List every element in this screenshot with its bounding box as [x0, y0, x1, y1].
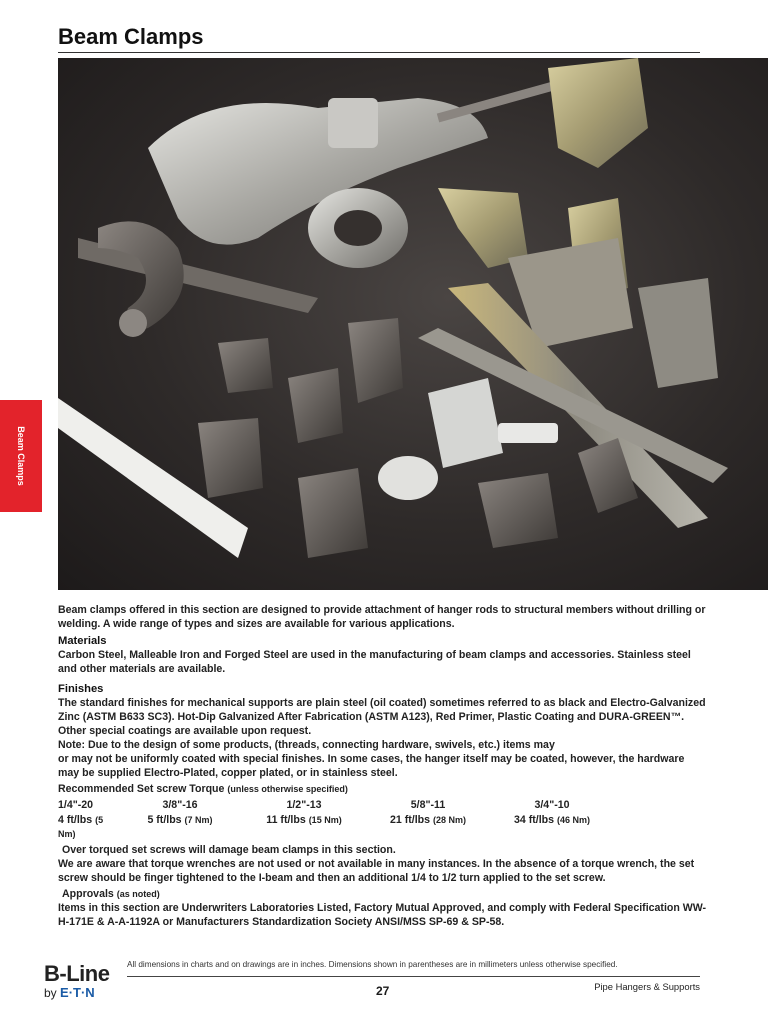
torque-metric: (46 Nm)	[556, 815, 590, 825]
torque-warning: Over torqued set screws will damage beam clamps in this section.	[62, 844, 396, 856]
approvals-heading: Approvals	[62, 888, 114, 900]
logo-brand: E·T·N	[60, 985, 95, 1000]
approvals-heading-note: (as noted)	[116, 889, 160, 899]
torque-metric: (15 Nm)	[308, 815, 342, 825]
galv-clamp-shape	[548, 58, 648, 168]
beam-clamps-photo	[58, 58, 768, 590]
body-content	[58, 603, 708, 929]
footer-dimensions-note: All dimensions in charts and on drawings are in inches. Dimensions shown in parentheses are in millimeters unless otherwise specified.	[127, 960, 618, 969]
torque-heading: Recommended Set screw Torque	[58, 783, 225, 795]
bline-eaton-logo	[44, 961, 109, 1000]
intro-paragraph: Beam clamps offered in this section are designed to provide attachment of hanger rods to structural members without drilling or welding. A wide range of types and sizes are available for various applications.	[58, 604, 706, 630]
torque-item	[242, 798, 366, 841]
finishes-paragraph-3: or may not be uniformly coated with special finishes. In some cases, the hanger itself may be coated, however, the hardware may be supplied Electro-Plated, copper plated, or in stainless steel.	[58, 753, 685, 779]
torque-heading-note: (unless otherwise specified)	[227, 784, 348, 794]
torque-size: 3/4"-10	[534, 799, 570, 811]
page-number: 27	[376, 984, 390, 998]
torque-value: 11 ft/lbs	[266, 814, 306, 826]
torque-size: 5/8"-11	[410, 799, 446, 811]
torque-value: 4 ft/lbs	[58, 814, 93, 826]
section-side-tab	[0, 400, 42, 512]
torque-instructions: We are aware that torque wrenches are not used or not available in many instances. In the absence of a torque wrench, the set screw should be finger tightened to the I-beam and then an additional 1/4 to 1/2 turn applied to the set screw.	[58, 858, 695, 884]
torque-value: 5 ft/lbs	[147, 814, 182, 826]
finishes-paragraph-1: The standard finishes for mechanical supports are plain steel (oil coated) sometimes referred to as black and Electro-Galvanized Zinc (ASTM B633 SC3). Hot-Dip Galvanized After Fabrication (ASTM A123), Red Primer, Plastic Coating and DURA-GREEN™. Other special coatings are available upon request.	[58, 697, 706, 737]
finishes-heading: Finishes	[58, 683, 104, 695]
torque-metric: (28 Nm)	[432, 815, 466, 825]
torque-size: 1/4"-20	[58, 799, 94, 811]
materials-paragraph: Carbon Steel, Malleable Iron and Forged Steel are used in the manufacturing of beam clamps and accessories. Stainless steel and other materials are available.	[58, 649, 691, 675]
torque-heading-line	[58, 782, 708, 796]
torque-item	[58, 798, 118, 841]
torque-metric: (7 Nm)	[184, 815, 213, 825]
logo-text: B-Line	[44, 961, 110, 986]
torque-table	[58, 798, 708, 841]
logo-by: by	[44, 986, 57, 1000]
materials-heading: Materials	[58, 635, 107, 647]
beam-clamps-illustration	[58, 58, 768, 590]
footer-divider	[127, 976, 700, 977]
torque-size: 3/8"-16	[162, 799, 198, 811]
torque-item	[366, 798, 490, 841]
page-title: Beam Clamps	[58, 24, 204, 49]
torque-metric: (5 Nm)	[58, 815, 104, 839]
torque-item	[490, 798, 614, 841]
white-clamp-shape	[428, 378, 503, 468]
title-divider	[58, 52, 700, 53]
footer-section-name: Pipe Hangers & Supports	[594, 981, 700, 992]
approvals-paragraph: Items in this section are Underwriters Laboratories Listed, Factory Mutual Approved, and comply with Federal Specification WW-H-171E & A-A-1192A or Manufacturers Standardization Society ANSI/MSS SP-69 & SP-58.	[58, 902, 707, 928]
small-clamp-shape	[218, 338, 273, 393]
finishes-paragraph-2: Note: Due to the design of some products, (threads, connecting hardware, swivels, etc.) items may	[58, 739, 555, 751]
torque-value: 34 ft/lbs	[513, 814, 555, 826]
hex-nut-shape	[328, 98, 378, 148]
side-tab-label: Beam Clamps	[16, 426, 26, 486]
torque-item	[118, 798, 242, 841]
torque-value: 21 ft/lbs	[389, 814, 431, 826]
approvals-heading-line	[58, 887, 708, 901]
torque-size: 1/2"-13	[286, 799, 322, 811]
